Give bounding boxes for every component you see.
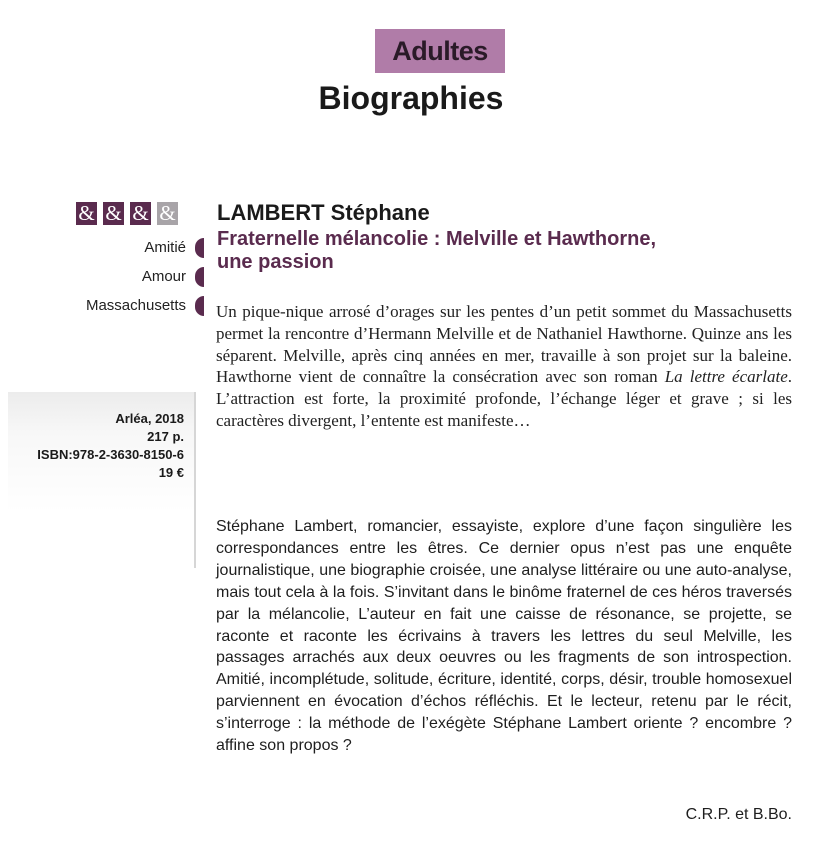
summary-text-end: . L’attraction est forte, la proximité profonde, l’échange léger et grave ; si les caractères divergent, l’entente est manifeste… bbox=[216, 367, 792, 430]
summary-text: Un pique-nique arrosé d’orages sur les pentes d’un petit sommet du Massachusetts permet la rencontre d’Hermann Melville et de Nathaniel Hawthorne. Quinze ans les séparent. Melville, après cinq années en mer, travaille à son projet sur la baleine. Hawthorne vient de connaître la consécration avec son roman bbox=[216, 302, 792, 387]
keyword-tab-icon bbox=[195, 238, 204, 258]
novel-title: La lettre écarlate bbox=[664, 367, 788, 387]
reviewer-signature: C.R.P. et B.Bo. bbox=[685, 806, 792, 823]
rating bbox=[76, 202, 178, 225]
category-title: Biographies bbox=[318, 80, 504, 116]
keyword-item bbox=[86, 267, 200, 286]
book-info-panel bbox=[8, 392, 196, 568]
section-badge bbox=[375, 29, 505, 73]
book-title-line-1: Fraternelle mélancolie : Melville et Hawthorne, bbox=[217, 228, 657, 250]
book-summary bbox=[216, 301, 792, 432]
section-label: Adultes bbox=[392, 35, 488, 66]
rating-ampersand-empty: & bbox=[157, 202, 178, 225]
review-text: Stéphane Lambert, romancier, essayiste, explore d’une façon singulière les correspondances entre les êtres. Ce dernier opus n’est pas une enquête journalistique, une biographie croisée, une analyse littéraire ou une auto-analyse, mais tout cela à la fois. S’invitant dans le binôme fraternel de ces héros traversés par la mélancolie, L’auteur en fait une caisse de résonance, se projette, se raconte et raconte les écrivains à travers les lettres du seul Melville, les passages arrachés aux deux oeuvres ou les fragments de son introspection. Amitié, incomplétude, solitude, écriture, identité, corps, désir, trouble homosexuel parviennent en évocation d’échos réfléchis. Et le lecteur, retenu par le récit, s’interroge : la méthode de l’exégète Stéphane Lambert oriente ? encombre ? affine son propos ? bbox=[216, 518, 792, 755]
price: 19 € bbox=[158, 465, 184, 480]
keyword-label: Amour bbox=[141, 268, 186, 285]
rating-ampersand-filled: & bbox=[130, 202, 151, 225]
keyword-tab-icon bbox=[195, 267, 204, 287]
book-title-line-2: une passion bbox=[217, 251, 334, 273]
publisher-year: Arléa, 2018 bbox=[115, 411, 184, 426]
keyword-list bbox=[86, 238, 200, 325]
page-count: 217 p. bbox=[147, 429, 184, 444]
keyword-label: Amitié bbox=[144, 239, 186, 256]
keyword-item bbox=[86, 238, 200, 257]
rating-ampersand-filled: & bbox=[76, 202, 97, 225]
author-name: LAMBERT Stéphane bbox=[217, 200, 430, 225]
keyword-tab-icon bbox=[195, 296, 204, 316]
keyword-item bbox=[86, 296, 200, 315]
keyword-label: Massachusetts bbox=[85, 297, 186, 314]
rating-ampersand-filled: & bbox=[103, 202, 124, 225]
book-title bbox=[217, 228, 777, 274]
isbn: ISBN:978-2-3630-8150-6 bbox=[37, 447, 184, 462]
